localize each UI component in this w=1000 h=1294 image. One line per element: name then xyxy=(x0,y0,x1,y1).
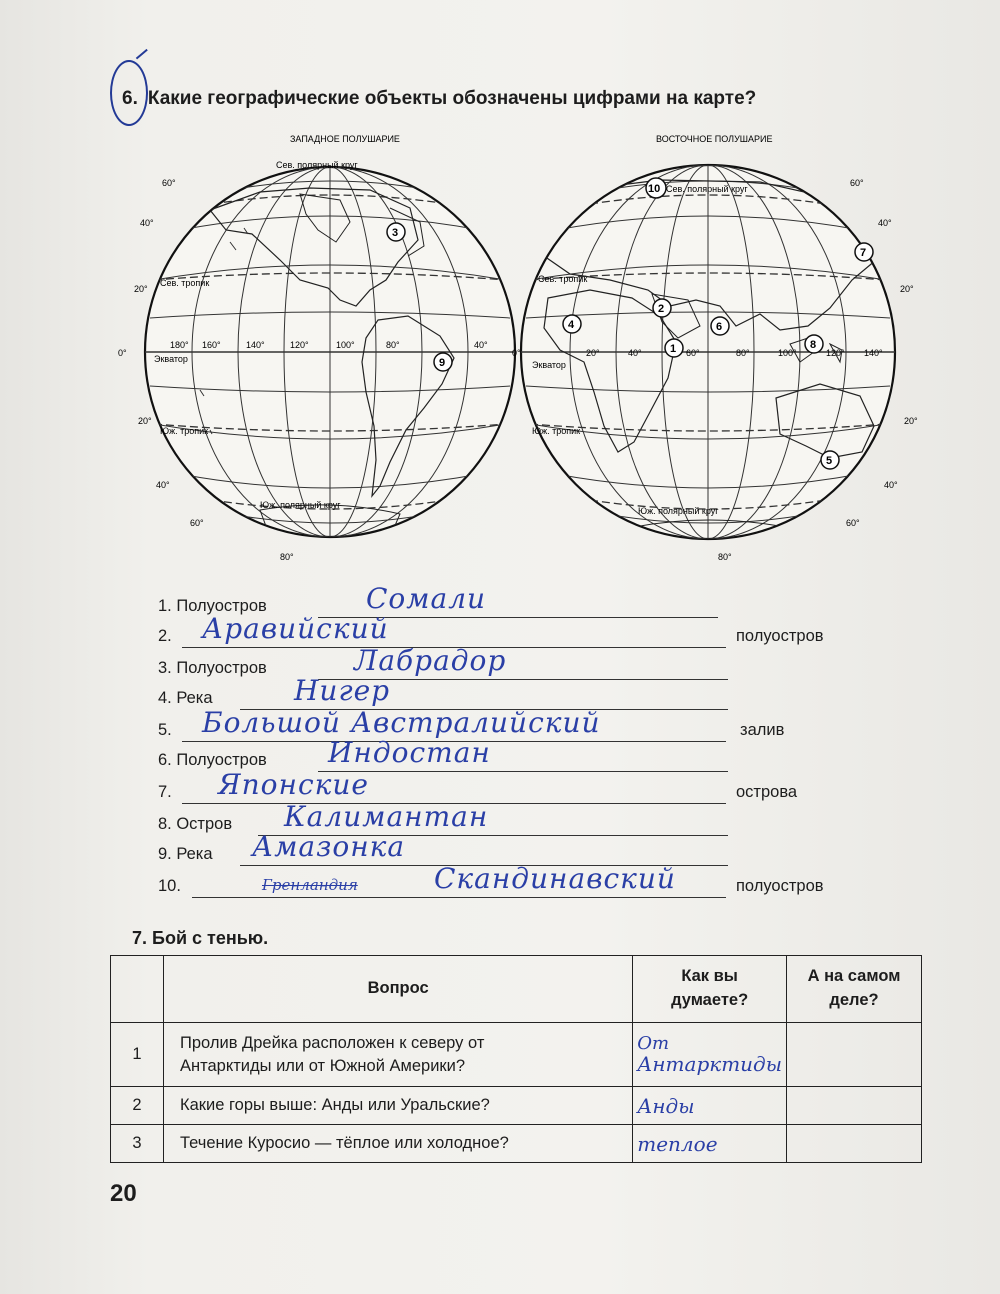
answer-6-line[interactable] xyxy=(318,771,728,772)
svg-text:3: 3 xyxy=(392,227,399,239)
svg-text:6: 6 xyxy=(716,321,723,333)
answer-3-handwriting: Лабрадор xyxy=(354,644,507,677)
answer-7-handwriting: Японские xyxy=(218,768,369,801)
row-number: 3 xyxy=(111,1125,164,1163)
answer-4-handwriting: Нигер xyxy=(294,674,391,707)
header-question: Вопрос xyxy=(164,956,633,1023)
answer-2-suffix: полуостров xyxy=(736,627,824,645)
western-hemisphere-label: ЗАПАДНОЕ ПОЛУШАРИЕ xyxy=(290,134,400,144)
lat-20s-west: 20° xyxy=(138,416,152,426)
lon-100-west: 100° xyxy=(336,340,355,350)
answer-2-handwriting: Аравийский xyxy=(202,612,389,645)
guess-cell[interactable] xyxy=(633,1087,787,1125)
guess-cell[interactable] xyxy=(633,1023,787,1087)
answer-9-label: 9. Река xyxy=(158,845,213,863)
table-row xyxy=(111,1023,922,1087)
lat-40n-east: 40° xyxy=(878,218,892,228)
answer-1-handwriting: Сомали xyxy=(366,582,487,615)
lat-60s-east: 60° xyxy=(846,518,860,528)
page-number: 20 xyxy=(110,1180,137,1207)
map-marker-8 xyxy=(805,335,823,353)
map-marker-2 xyxy=(653,299,671,317)
lon-140-west: 140° xyxy=(246,340,265,350)
arctic-circle-label-west: Сев. полярный круг xyxy=(276,160,358,170)
lon-160-west: 160° xyxy=(202,340,221,350)
answer-3-label: 3. Полуостров xyxy=(158,659,267,677)
question-text: Пролив Дрейка расположен к северу от Антарктиды или от Южной Америки? xyxy=(164,1023,633,1087)
answer-6-handwriting: Индостан xyxy=(328,736,491,769)
lon-120-east: 120° xyxy=(826,348,845,358)
lat-40s-east: 40° xyxy=(884,480,898,490)
answer-10-handwriting: Скандинавский xyxy=(434,862,676,895)
lat-20n-east: 20° xyxy=(900,284,914,294)
guess-handwriting: теплое xyxy=(637,1131,718,1156)
lon-100-east: 100° xyxy=(778,348,797,358)
answer-6-label: 6. Полуостров xyxy=(158,751,267,769)
question-text: Какие горы выше: Анды или Уральские? xyxy=(164,1087,633,1125)
lon-180-west: 180° xyxy=(170,340,189,350)
quiz-header-row xyxy=(111,956,922,1023)
lon-120-west: 120° xyxy=(290,340,309,350)
table-row xyxy=(111,1087,922,1125)
tropic-north-label-west: Сев. тропик xyxy=(160,278,210,288)
guess-handwriting-line1: От xyxy=(637,1032,670,1054)
answer-row-10 xyxy=(158,862,878,900)
eastern-hemisphere-label: ВОСТОЧНОЕ ПОЛУШАРИЕ xyxy=(656,134,773,144)
lat-40n-west: 40° xyxy=(140,218,154,228)
lon-40-east: 40° xyxy=(628,348,642,358)
lat-0-west: 0° xyxy=(118,348,127,358)
answer-8-label: 8. Остров xyxy=(158,815,233,833)
svg-text:2: 2 xyxy=(658,303,665,315)
answer-7-label: 7. xyxy=(158,783,172,801)
answer-7-suffix: острова xyxy=(736,783,798,801)
tropic-north-label-east: Сев. тропик xyxy=(538,274,588,284)
eastern-hemisphere xyxy=(512,134,918,562)
answer-row-7 xyxy=(158,768,878,806)
answer-10-label: 10. xyxy=(158,877,181,895)
map-marker-5 xyxy=(821,451,839,469)
answer-10-suffix: полуостров xyxy=(736,877,824,895)
antarctic-circle-label-west: Юж. полярный круг xyxy=(260,500,341,510)
answer-row-8 xyxy=(158,800,758,838)
svg-text:5: 5 xyxy=(826,455,833,467)
actual-cell[interactable] xyxy=(787,1087,922,1125)
task-6-title xyxy=(122,88,756,110)
answer-2-label: 2. xyxy=(158,627,172,645)
svg-text:9: 9 xyxy=(439,357,446,369)
answer-10-line[interactable] xyxy=(192,897,726,898)
svg-text:8: 8 xyxy=(810,339,817,351)
lat-0-east: 0° xyxy=(512,348,521,358)
actual-cell[interactable] xyxy=(787,1125,922,1163)
map-marker-7 xyxy=(855,243,873,261)
lon-80-east: 80° xyxy=(736,348,750,358)
answer-5-label: 5. xyxy=(158,721,172,739)
answer-row-3 xyxy=(158,644,758,682)
task-7-heading: Бой с тенью. xyxy=(152,928,269,948)
tropic-south-label-west: Юж. тропик xyxy=(160,426,209,436)
svg-text:4: 4 xyxy=(568,319,575,331)
answer-row-5 xyxy=(158,706,878,744)
header-number xyxy=(111,956,164,1023)
header-actual: А на самом деле? xyxy=(787,956,922,1023)
lon-40-west: 40° xyxy=(474,340,488,350)
western-hemisphere xyxy=(118,134,515,562)
equator-label-west: Экватор xyxy=(154,354,188,364)
lon-140-east: 140° xyxy=(864,348,883,358)
antarctic-circle-label-east: Юж. полярный круг xyxy=(638,506,719,516)
tropic-south-label-east: Юж. тропик xyxy=(532,426,581,436)
lon-80-west: 80° xyxy=(386,340,400,350)
map-marker-4 xyxy=(563,315,581,333)
row-number: 2 xyxy=(111,1087,164,1125)
lat-60n-east: 60° xyxy=(850,178,864,188)
lat-80s-west: 80° xyxy=(280,552,294,562)
actual-cell[interactable] xyxy=(787,1023,922,1087)
map-marker-9 xyxy=(434,353,452,371)
task-6-question: Какие географические объекты обозначены цифрами на карте? xyxy=(147,88,757,109)
question-text: Течение Куросио — тёплое или холодное? xyxy=(164,1125,633,1163)
map-marker-3 xyxy=(387,223,405,241)
hemispheres-map xyxy=(118,130,940,575)
svg-text:7: 7 xyxy=(860,247,867,259)
svg-text:1: 1 xyxy=(670,343,677,355)
answer-5-suffix: залив xyxy=(740,721,785,739)
task-7-title xyxy=(132,928,268,949)
answer-1-label: 1. Полуостров xyxy=(158,597,267,615)
table-row xyxy=(111,1125,922,1163)
answer-row-2 xyxy=(158,612,878,650)
guess-handwriting: Анды xyxy=(637,1093,695,1118)
quiz-table xyxy=(110,955,922,1163)
lat-80s-east: 80° xyxy=(718,552,732,562)
guess-handwriting-line2: Антарктиды xyxy=(637,1052,782,1077)
lon-60-east: 60° xyxy=(686,348,700,358)
map-marker-6 xyxy=(711,317,729,335)
answer-10-crossed-out: Гренландия xyxy=(262,876,358,894)
row-number: 1 xyxy=(111,1023,164,1087)
lat-20n-west: 20° xyxy=(134,284,148,294)
lat-60n-west: 60° xyxy=(162,178,176,188)
arctic-circle-label-east: Сев. полярный круг xyxy=(666,184,748,194)
svg-text:10: 10 xyxy=(648,183,661,195)
task-7-number: 7. xyxy=(132,928,148,948)
answer-4-label: 4. Река xyxy=(158,689,213,707)
answer-5-handwriting: Большой Австралийский xyxy=(202,706,601,739)
guess-cell[interactable] xyxy=(633,1125,787,1163)
lat-20s-east: 20° xyxy=(904,416,918,426)
task-6-number: 6. xyxy=(122,88,138,109)
lon-20-east: 20° xyxy=(586,348,600,358)
answer-8-handwriting: Калимантан xyxy=(284,800,489,833)
equator-label-east: Экватор xyxy=(532,360,566,370)
lat-40s-west: 40° xyxy=(156,480,170,490)
header-guess: Как вы думаете? xyxy=(633,956,787,1023)
answer-9-handwriting: Амазонка xyxy=(252,830,406,863)
map-marker-10 xyxy=(646,178,666,198)
lat-60s-west: 60° xyxy=(190,518,204,528)
map-marker-1 xyxy=(665,339,683,357)
